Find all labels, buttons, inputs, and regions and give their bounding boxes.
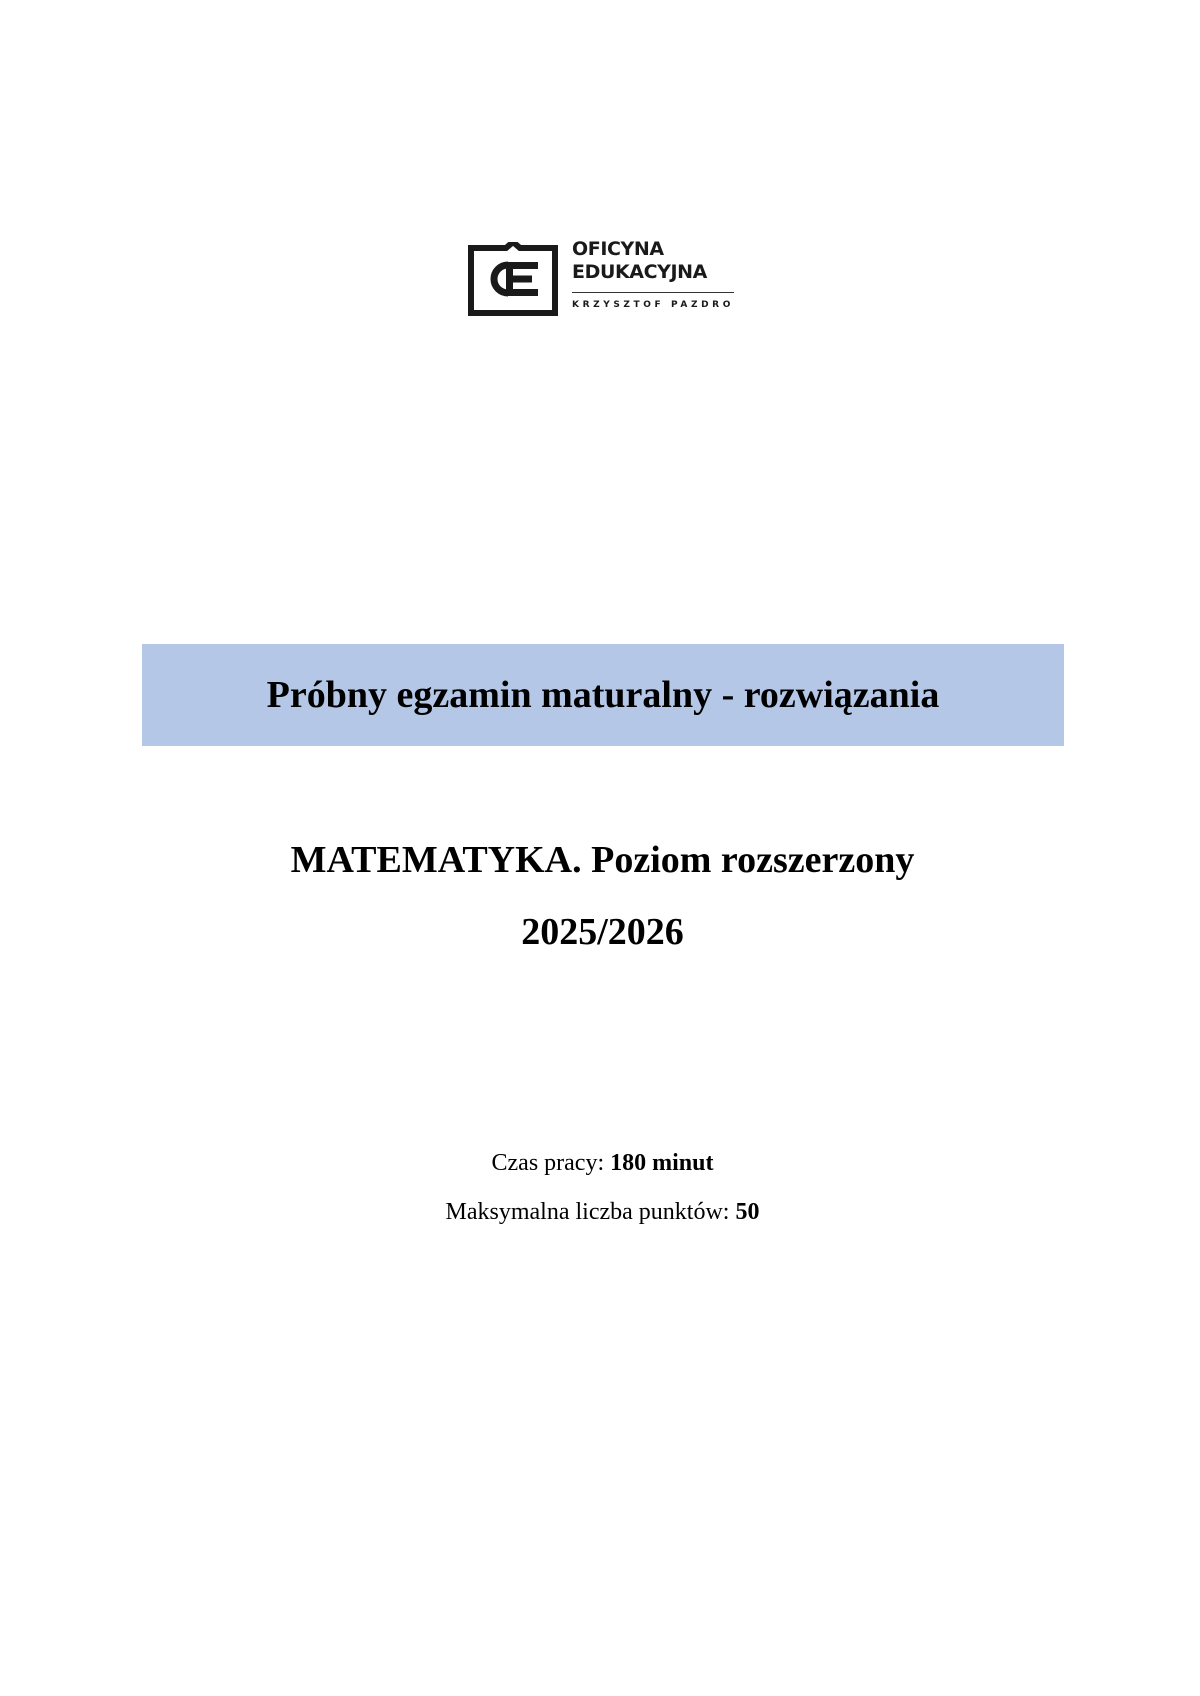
logo-wordmark bbox=[572, 238, 738, 316]
document-title: Próbny egzamin maturalny - rozwiązania bbox=[266, 674, 940, 716]
exam-time-row bbox=[0, 1148, 1200, 1178]
exam-subject: MATEMATYKA. Poziom rozszerzony bbox=[290, 839, 915, 881]
exam-time-label: Czas pracy: bbox=[491, 1150, 605, 1176]
logo-text-line3: KRZYSZTOF PAZDRO bbox=[572, 300, 734, 310]
publisher-logo bbox=[468, 238, 738, 316]
exam-time-value: 180 minut bbox=[610, 1150, 714, 1176]
logo-text-line1: OFICYNA bbox=[572, 238, 664, 260]
oe-publisher-logo-icon bbox=[468, 242, 558, 316]
logo-divider bbox=[572, 292, 734, 293]
max-points-value: 50 bbox=[735, 1199, 760, 1225]
max-points-label: Maksymalna liczba punktów: bbox=[445, 1199, 730, 1225]
max-points-row bbox=[0, 1197, 1200, 1227]
title-banner bbox=[142, 644, 1064, 746]
logo-text-line2: EDUKACYJNA bbox=[572, 261, 707, 283]
school-year: 2025/2026 bbox=[521, 911, 684, 953]
